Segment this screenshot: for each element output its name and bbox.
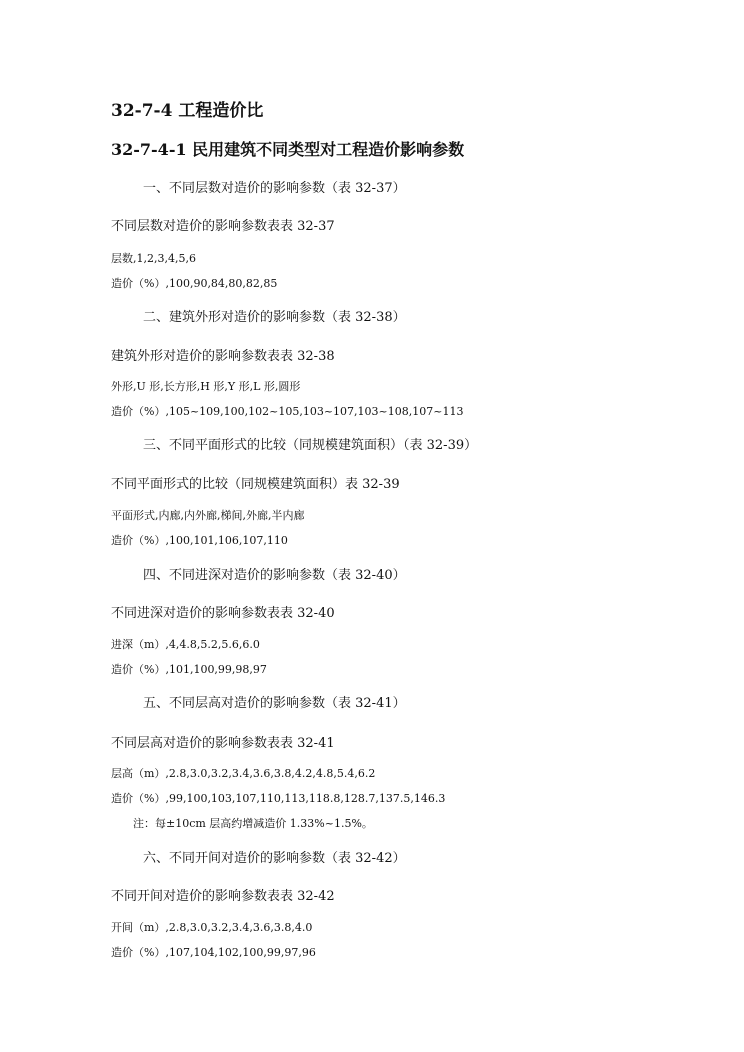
- section-heading: 32-7-4 工程造价比: [111, 101, 264, 121]
- section-title-6: 六、不同开间对造价的影响参数（表 32-42）: [143, 851, 406, 866]
- section-title-1: 一、不同层数对造价的影响参数（表 32-37）: [143, 181, 406, 196]
- section-title-4: 四、不同进深对造价的影响参数（表 32-40）: [143, 568, 406, 583]
- table-row-5-1: 层高（m）,2.8,3.0,3.2,3.4,3.6,3.8,4.2,4.8,5.4,6.2: [111, 767, 376, 780]
- subsection-heading: 32-7-4-1 民用建筑不同类型对工程造价影响参数: [111, 140, 465, 159]
- table-note-5: 注：每±10cm 层高约增减造价 1.33%~1.5%。: [133, 817, 373, 830]
- section-title-3: 三、不同平面形式的比较（同规模建筑面积）（表 32-39）: [143, 438, 478, 453]
- table-caption-6: 不同开间对造价的影响参数表表 32-42: [111, 889, 335, 904]
- table-row-1-1: 层数,1,2,3,4,5,6: [111, 252, 196, 265]
- table-caption-3: 不同平面形式的比较（同规模建筑面积）表 32-39: [111, 477, 400, 492]
- table-row-3-1: 平面形式,内廊,内外廊,梯间,外廊,半内廊: [111, 509, 305, 522]
- table-caption-2: 建筑外形对造价的影响参数表表 32-38: [111, 349, 335, 364]
- table-row-4-2: 造价（%）,101,100,99,98,97: [111, 663, 267, 676]
- table-caption-5: 不同层高对造价的影响参数表表 32-41: [111, 736, 335, 751]
- table-row-3-2: 造价（%）,100,101,106,107,110: [111, 534, 288, 547]
- table-row-6-1: 开间（m）,2.8,3.0,3.2,3.4,3.6,3.8,4.0: [111, 921, 313, 934]
- section-title-2: 二、建筑外形对造价的影响参数（表 32-38）: [143, 310, 406, 325]
- table-caption-4: 不同进深对造价的影响参数表表 32-40: [111, 606, 335, 621]
- section-title-5: 五、不同层高对造价的影响参数（表 32-41）: [143, 696, 406, 711]
- table-row-2-2: 造价（%）,105~109,100,102~105,103~107,103~108,107~113: [111, 405, 464, 418]
- table-caption-1: 不同层数对造价的影响参数表表 32-37: [111, 219, 335, 234]
- table-row-2-1: 外形,U 形,长方形,H 形,Y 形,L 形,圆形: [111, 380, 301, 393]
- table-row-5-2: 造价（%）,99,100,103,107,110,113,118.8,128.7,137.5,146.3: [111, 792, 446, 805]
- table-row-4-1: 进深（m）,4,4.8,5.2,5.6,6.0: [111, 638, 260, 651]
- table-row-6-2: 造价（%）,107,104,102,100,99,97,96: [111, 946, 316, 959]
- table-row-1-2: 造价（%）,100,90,84,80,82,85: [111, 277, 278, 290]
